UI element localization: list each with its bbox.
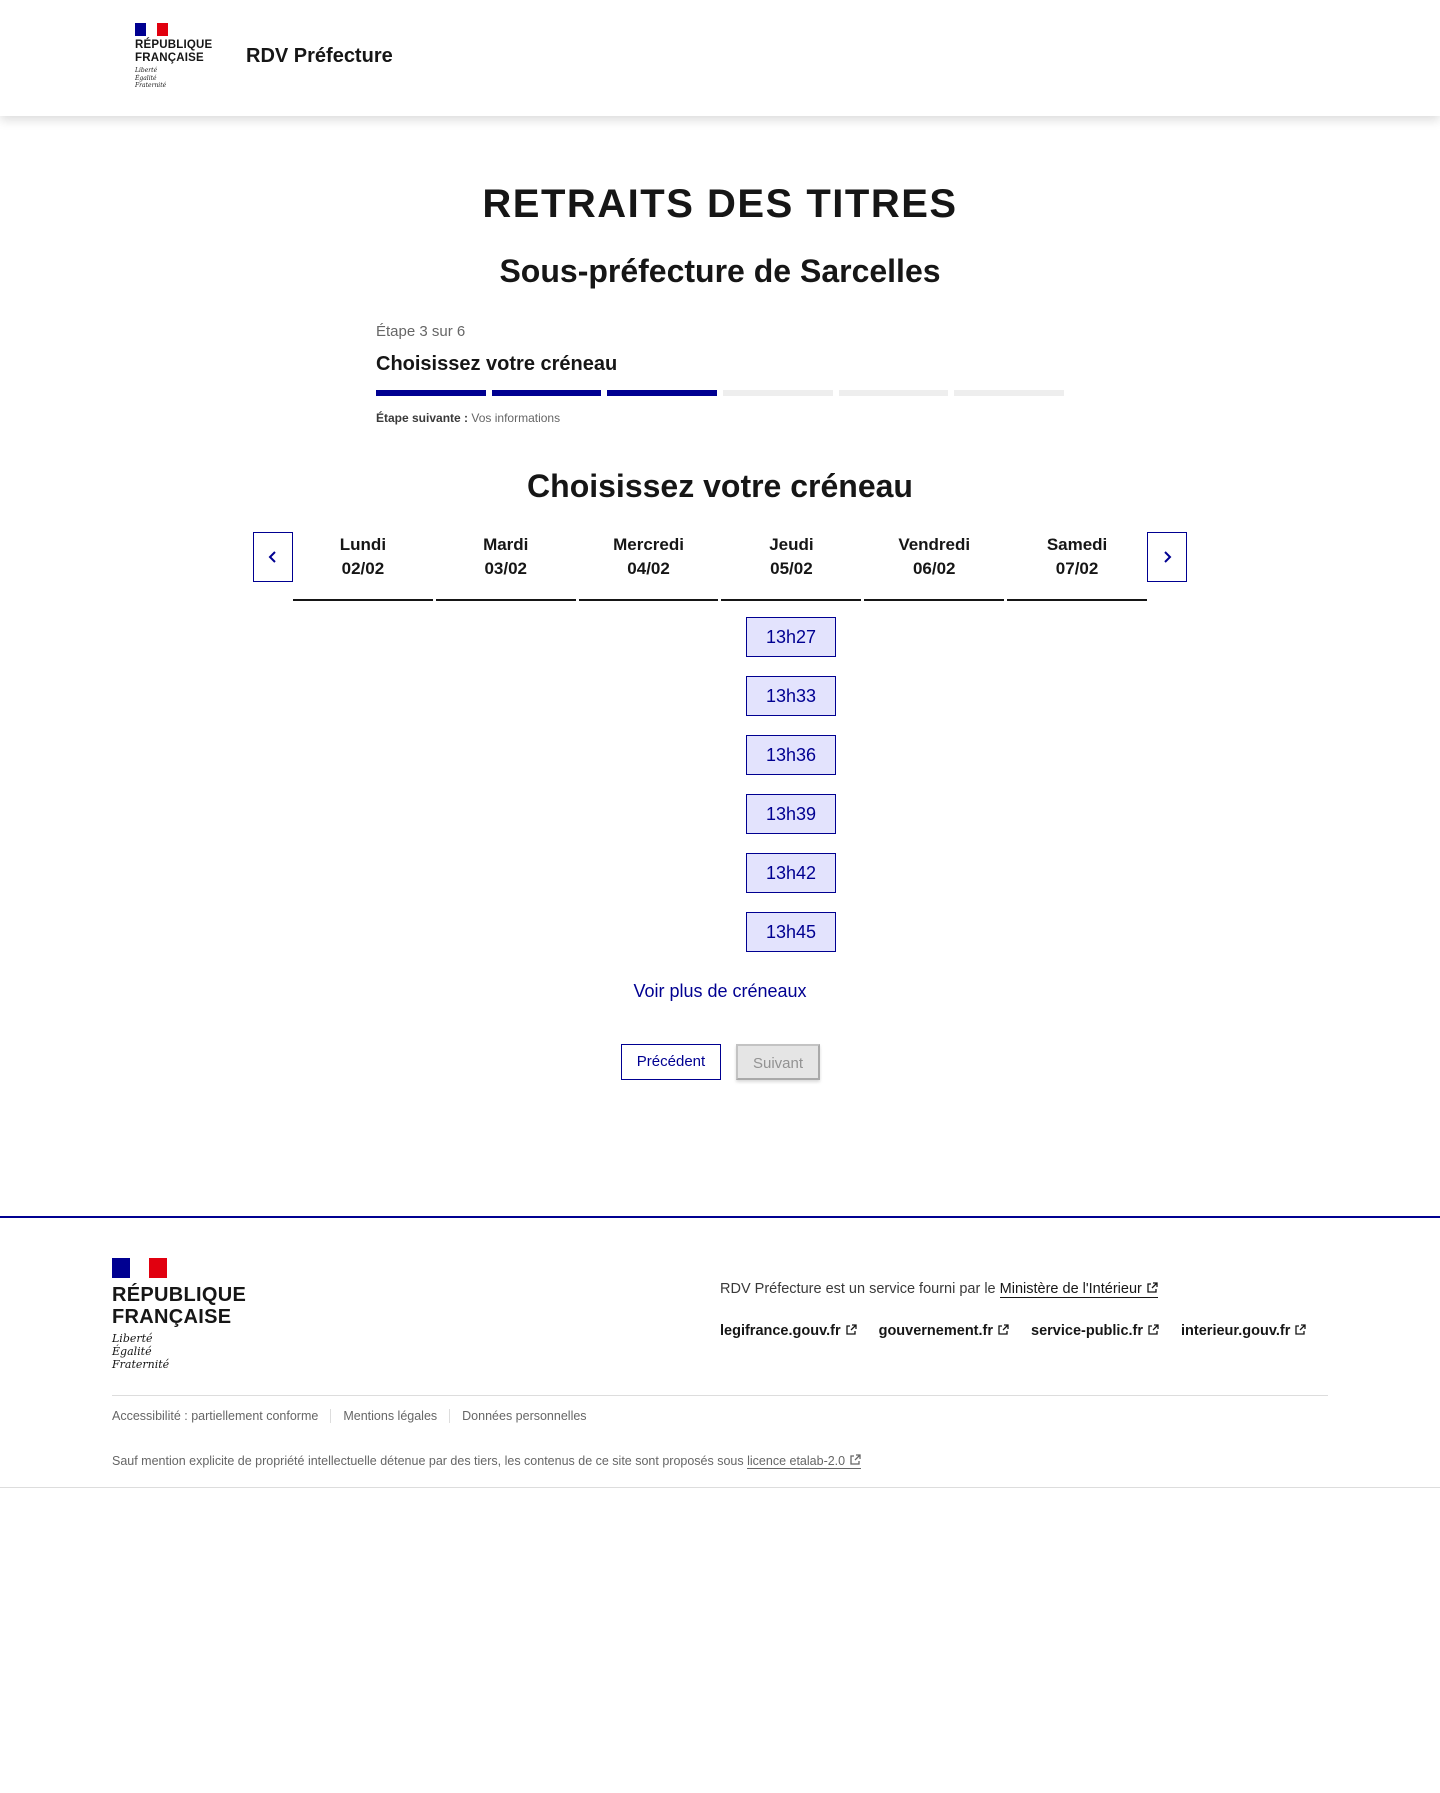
footer-motto-egalite: Égalité	[112, 1345, 152, 1358]
day-date: 04/02	[627, 559, 670, 578]
footer-legal-link[interactable]: Mentions légales	[330, 1409, 449, 1423]
page-title: RETRAITS DES TITRES	[482, 182, 958, 226]
day-name: Vendredi	[898, 535, 971, 554]
day-column-header	[864, 533, 1004, 601]
service-title[interactable]: RDV Préfecture	[246, 45, 393, 67]
next-button[interactable]: Suivant	[736, 1044, 820, 1080]
site-header	[0, 0, 1440, 116]
day-name: Jeudi	[769, 535, 814, 554]
day-date: 06/02	[912, 559, 956, 578]
footer-motto-liberte: Liberté	[112, 1332, 153, 1345]
republique-francaise-logo[interactable]	[135, 23, 215, 90]
footer-external-link[interactable]	[720, 1323, 857, 1339]
step-bar-segment	[723, 390, 833, 396]
day-name: Samedi	[1046, 535, 1108, 554]
external-link-icon	[849, 1454, 861, 1466]
logo-line-2: FRANÇAISE	[135, 52, 204, 64]
day-column-header	[1007, 533, 1147, 601]
step-bar-segment	[954, 390, 1064, 396]
footer-legal-link[interactable]: Données personnelles	[449, 1409, 598, 1423]
footer-links	[720, 1323, 1306, 1339]
day-date: 05/02	[770, 559, 813, 578]
footer-logo-text	[112, 1284, 246, 1328]
step-bar-segment	[492, 390, 602, 396]
footer-desc-text: RDV Préfecture est un service fourni par le	[720, 1281, 996, 1297]
external-link-icon	[1147, 1324, 1159, 1336]
day-column-header	[436, 533, 576, 601]
footer-external-link[interactable]	[879, 1323, 1009, 1339]
external-link-icon	[845, 1324, 857, 1336]
day-name: Mercredi	[613, 535, 684, 554]
chevron-left-icon	[266, 550, 280, 564]
previous-button[interactable]: Précédent	[621, 1044, 721, 1080]
motto-liberte: Liberté	[135, 67, 158, 74]
license-link[interactable]	[747, 1454, 861, 1469]
time-slot-button[interactable]: 13h36	[746, 735, 836, 775]
footer-logo-line-1: RÉPUBLIQUE	[112, 1284, 247, 1306]
day-name: Mardi	[483, 535, 529, 554]
external-link-icon	[1294, 1324, 1306, 1336]
time-slot-button[interactable]: 13h27	[746, 617, 836, 657]
footer-bottom-line	[0, 1487, 1440, 1488]
external-link-icon	[1146, 1282, 1158, 1294]
step-progress-bar	[376, 390, 1064, 396]
more-slots-container	[0, 981, 1440, 1002]
page-subtitle: Sous-préfecture de Sarcelles	[499, 253, 941, 289]
chevron-right-icon	[1160, 550, 1174, 564]
footer-external-link[interactable]	[1031, 1323, 1159, 1339]
french-flag-icon	[135, 23, 168, 36]
footer-republique-francaise-logo[interactable]	[112, 1258, 246, 1371]
ministere-link-label: Ministère de l'Intérieur	[999, 1281, 1142, 1297]
stepper	[376, 323, 1064, 425]
footer-link-label: legifrance.gouv.fr	[720, 1323, 841, 1339]
footer-license	[112, 1454, 861, 1468]
footer-logo-line-2: FRANÇAISE	[112, 1306, 232, 1328]
ministere-link[interactable]	[1000, 1281, 1158, 1298]
footer-legal-link[interactable]: Accessibilité : partiellement conforme	[112, 1409, 319, 1423]
day-name: Lundi	[339, 535, 387, 554]
logo-motto	[135, 67, 215, 90]
external-link-icon	[997, 1324, 1009, 1336]
footer-french-flag-icon	[112, 1258, 167, 1278]
step-bar-segment	[839, 390, 949, 396]
day-column-header	[579, 533, 719, 601]
logo-line-1: RÉPUBLIQUE	[135, 39, 213, 51]
footer-link-label: gouvernement.fr	[878, 1323, 994, 1339]
footer-description	[720, 1281, 1158, 1297]
previous-days-button[interactable]	[253, 532, 293, 582]
time-slots-list	[746, 617, 836, 971]
step-bar-segment	[607, 390, 717, 396]
license-link-label: licence etalab-2.0	[747, 1454, 846, 1468]
step-next-label: Étape suivante :	[376, 411, 469, 425]
step-next	[376, 411, 1064, 425]
footer-motto-fraternite: Fraternité	[112, 1358, 170, 1371]
step-bar-segment	[376, 390, 486, 396]
step-state: Étape 3 sur 6	[376, 323, 466, 340]
footer-link-label: service-public.fr	[1031, 1323, 1144, 1339]
footer-link-label: interieur.gouv.fr	[1181, 1323, 1291, 1339]
day-date: 07/02	[1055, 559, 1099, 578]
site-footer	[0, 1216, 1440, 1488]
time-slot-button[interactable]: 13h45	[746, 912, 836, 952]
more-slots-link[interactable]: Voir plus de créneaux	[633, 981, 807, 1001]
footer-motto	[112, 1332, 246, 1371]
day-date: 03/02	[484, 559, 528, 578]
motto-fraternite: Fraternité	[135, 82, 167, 89]
time-slot-button[interactable]: 13h42	[746, 853, 836, 893]
next-days-button[interactable]	[1147, 532, 1187, 582]
day-column-header	[293, 533, 433, 601]
footer-legal-links	[112, 1409, 599, 1423]
day-date: 02/02	[341, 559, 385, 578]
day-column-header	[721, 533, 861, 601]
time-slot-button[interactable]: 13h33	[746, 676, 836, 716]
footer-external-link[interactable]	[1181, 1323, 1306, 1339]
slots-section-title: Choisissez votre créneau	[527, 468, 913, 504]
footer-divider	[112, 1395, 1328, 1396]
license-text: Sauf mention explicite de propriété intellectuelle détenue par des tiers, les contenus de ce site sont proposés sous	[112, 1454, 744, 1468]
time-slot-button[interactable]: 13h39	[746, 794, 836, 834]
days-row	[293, 533, 1147, 601]
motto-egalite: Égalité	[135, 74, 157, 82]
step-next-value: Vos informations	[471, 411, 561, 425]
logo-text	[135, 39, 215, 65]
step-title: Choisissez votre créneau	[376, 353, 618, 375]
